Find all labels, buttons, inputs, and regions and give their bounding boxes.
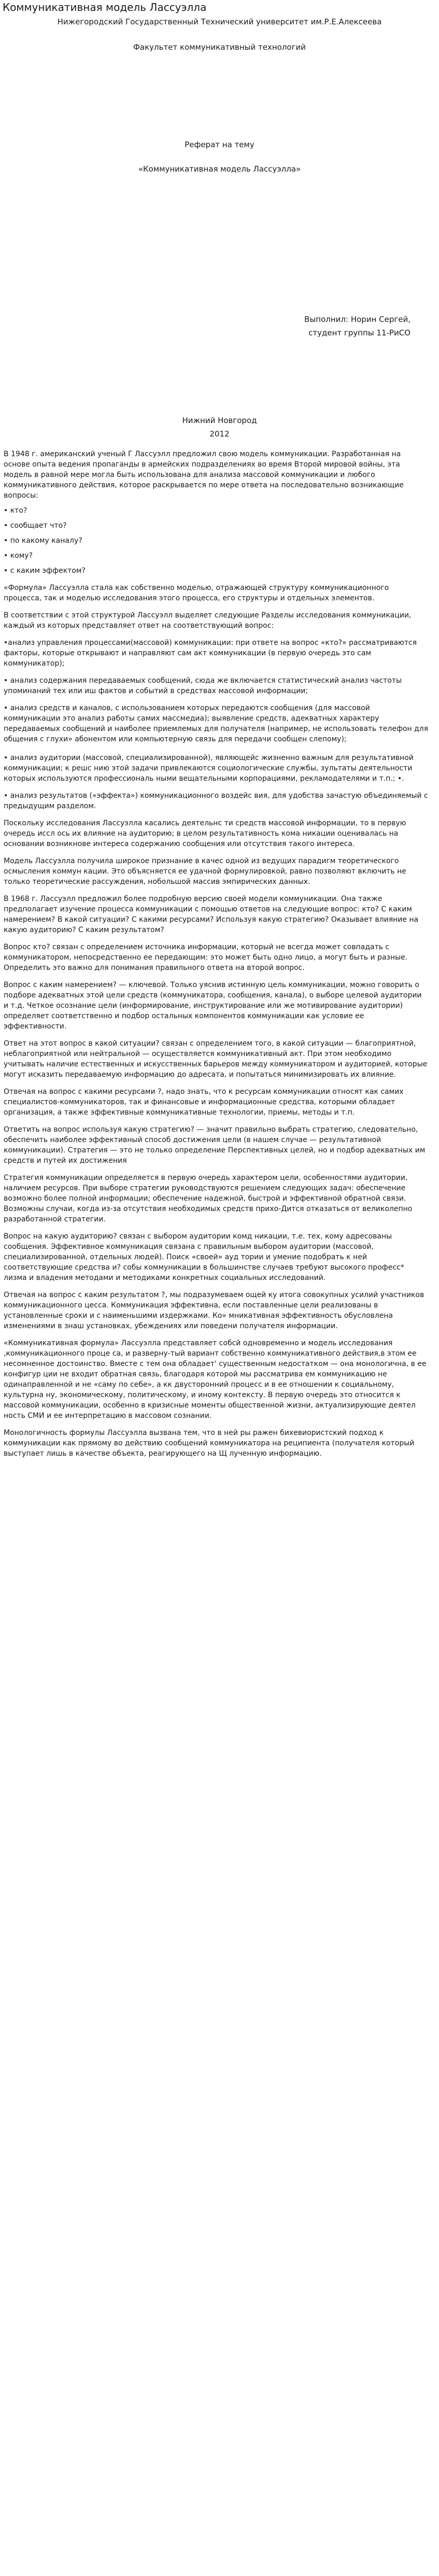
body-paragraph: • анализ результатов («эффекта») коммуникационного воздейс вия, для удобства зачастую объединяемый с предыдущим разделом. xyxy=(4,792,428,810)
faculty-name: Факультет коммуникативный технологий xyxy=(133,43,306,52)
author-line: Выполнил: Норин Сергей, xyxy=(304,315,410,324)
body-paragraph: Вопрос с каким намерением? — ключевой. Только уяснив истинную цель коммуникации, можно говорить о подборе адекватных этой цели средств (коммуникатора, сообщения, канала), о выборе целевой аудитории и т.д. Четкое осознание цели (информирование, инструктирование или же мотивирование аудитории) определяет соответственно и подбор остальных компонентов коммуникации как условие ее эффективности. xyxy=(4,981,422,1031)
body-paragraph: • анализ аудитории (массовой, специализированной), являющейс жизненно важным для результативной коммуникации; к решс нию этой задачи привлекаются социологические службы, зультаты деятельности которых используются профессиональ ными вещательными корпорациями, рекламодателями и т.п.; •. xyxy=(4,754,414,783)
group-line: студент группы 11-РиСО xyxy=(308,328,410,337)
university-name: Нижегородский Государственный Технический университет им.Р.Е.Алексеева xyxy=(57,17,382,26)
body-paragraph: • анализ средств и каналов, с использованием которых передаются сообщения (для массовой коммуникации это анализ работы самих массмедиа); выявление средств, адекватных характеру передаваемых сообщений и наиболее приемлемых для получателя (например, не использовать телефон для общения с глухи» абонентом или компьютерную связь для передачи сообщен слепому); xyxy=(4,704,429,743)
body-paragraph: Модель Лассуэлла получила широкое признание в качес одной из ведущих парадигм теоретического осмысления коммун кации. Это объясняется ее удачной формулировкой, равно позволяют включить не только теоретические рассуждения, нобольшой массив эмпирических данных. xyxy=(4,857,406,886)
body-paragraph: Ответ на этот вопрос в какой ситуации? связан с определением того, в какой ситуации — благоприятной, неблагоприятной или нейтральной — осуществляется коммуникативный акт. При этом необходимо учитывать наличие естественных и искусственных барьеров между коммуникатором и аудиторией, которые могут исказить передаваемую информацию до адресата, и попытаться минимизировать их влияние. xyxy=(4,1039,428,1079)
body-paragraph: Поскольку исследования Лассуэлла касались деятельнс ти средств массовой информации, то в первую очередь иссл ось их влияние на аудиторию; в целом результативность кома никации оценивалась на основании возникнове интереса содержанию сообщения или отсутствия такого интереса. xyxy=(4,819,406,848)
year: 2012 xyxy=(209,429,230,439)
body-paragraph: В соответствии с этой структурой Лассуэлл выделяет следующие Разделы исследования коммуникации, каждый из которых представляет ответ на соответствующий вопрос: xyxy=(4,611,412,630)
body-paragraph: В 1948 г. американский ученый Г Лассуэлл предложил свою модель коммуникации. Разработанная на основе опыта ведения пропаганды в армейских подразделениях во время Второй мировой войны, эта модель в равной мере могла быть использована для анализа массовой коммуникации и любого коммуникативного действия, которое раскрывается по мере ответа на последовательно возникающие вопросы: xyxy=(4,450,404,500)
body-paragraph: • сообщает что? xyxy=(4,522,67,530)
body-paragraph: •анализ управления процессами(массовой) коммуникации: при ответе на вопрос «кто?» рассматриваются факторы, которые открывают и направляют сам акт коммуникации (в первую очередь это сам коммуникатор); xyxy=(4,639,417,668)
body-paragraph: Стратегия коммуникации определяется в первую очередь характером цели, особенностями аудитории, наличием ресурсов. При выборе стратегии руководствуются решением следующих задач: обеспечение возможно более полной информации; обеспечение надежной, быстрой и эффективной обратной связи. Возможны случаи, когда из-за отсутствия необходимых средств прихо-Дится отказаться от великолепно разработанной стратегии. xyxy=(4,1174,413,1223)
body-paragraph: Вопрос кто? связан с определением источника информации, который не всегда может совпадать с коммуникатором, непосредственно ее передающим: это может быть одно лицо, а могут быть и разные. Определить это важно для понимания правильного ответа на второй вопрос. xyxy=(4,943,408,972)
body-paragraph: «Формула» Лассуэлла стала как собственно моделью, отражающей структуру коммуникационного процесса, так и моделью исследования этого процесса, его структуры и отдельных элементов. xyxy=(4,584,389,602)
body-paragraph: • кто? xyxy=(4,506,27,515)
body-paragraph: • по какому каналу? xyxy=(4,537,82,545)
body-paragraph: В 1968 г. Лассуэлл предложил более подробную версию своей модели коммуникации. Она также предполагает изучение процесса коммуникации с помощью ответов на следующие вопрос: кто? С каким намерением? В какой ситуации? С какими ресурсами? Используя какую стратегию? Оказывает влияние на какую аудиторию? С каким результатом? xyxy=(4,895,419,934)
body-paragraph: Монологичность формулы Лассуэлла вызвана тем, что в ней ры ражен бихевиористский подход к коммуникации как прямому во действию сообщений коммуникатора на реципиента (получателя который выступает лишь в качестве объекта, реагирующего на Щ лученную информацию. xyxy=(4,1429,415,1458)
body-paragraph: Ответить на вопрос используя какую стратегию? — значит правильно выбрать стратегию, следовательно, обеспечить наиболее эффективный способ достижения цели (в нашем случае — результативной коммуникации). Стратегия — это не только определение Перспективных целей, но и подбор адекватных им средств и путей их достижения xyxy=(4,1125,426,1165)
document-body xyxy=(4,449,429,1466)
city: Нижний Новгород xyxy=(182,416,257,425)
body-paragraph: Отвечая на вопрос с какими ресурсами ?, надо знать, что к ресурсам коммуникации относят как самих специалистов-коммуникаторов, так и финансовые и информационные средства, которыми обладает организация, а также эффективные коммуникативные технологии, приемы, методы и т.п. xyxy=(4,1088,404,1117)
report-label: Реферат на тему xyxy=(185,140,254,149)
body-paragraph: • с каким эффектом? xyxy=(4,567,86,575)
body-paragraph: «Коммуникативная формула» Лассуэлла представляет собсй одновременно и модель исследования ,коммуникационного проце са, и разверну-тый вариант собственно коммуникативного действия,в этом ее несомненное достоинство. Вместе с тем она обладает' существенным недостатком — она монологична, в ее конфигур ции не входит обратная связь, благодаря которой мы рассматрива ем коммуникацию не одинаправленной и не «саму по себе», а кк двусторонний процесс и в ее отношении к социальному, культурна ну, экономическому, политическому, и иному контексту. В первую очередь это относится к массовой коммуникации, особенно в кризисные моменты общественной жизни, актуализирующие деятел ность СМИ и ее интерпретацию в массовом сознании. xyxy=(4,1339,427,1420)
document-title: Коммуникативная модель Лассуэлла xyxy=(3,1,207,13)
body-paragraph: • анализ содержания передаваемых сообщений, сюда же включается статистический анализ частоты упоминаний тех или иш фактов и событий в средствах массовой информации; xyxy=(4,677,402,695)
body-paragraph: • кому? xyxy=(4,552,33,560)
body-paragraph: Вопрос на какую аудиторию? связан с выбором аудитории комд никации, т.е. тех, кому адресованы сообщения. Эффективное коммуникация связана с правильным выбором аудитории (массовой, специализированной, отдельных людей). Поиск «своей» ауд тории и умение подобрать к ней соответствующие средства и? собы коммуникации в большинстве случаев требуют высокого професс* лизма и владения методами и методиками конкретных социальных исследований. xyxy=(4,1232,404,1282)
body-paragraph: Отвечая на вопрос с каким результатом ?, мы подразумеваем ощей ку итога совокупных усилий участников коммуникационного цесса. Коммуникация эффективна, если поставленные цели реализованы в установленные сроки и с наименьшими издержками. Ко» мникативная эффективность обусловлена изменениями в знаш установках, убеждениях или поведени получателя информации. xyxy=(4,1291,424,1330)
report-topic: «Коммуникативная модель Лассуэлла» xyxy=(138,164,301,174)
